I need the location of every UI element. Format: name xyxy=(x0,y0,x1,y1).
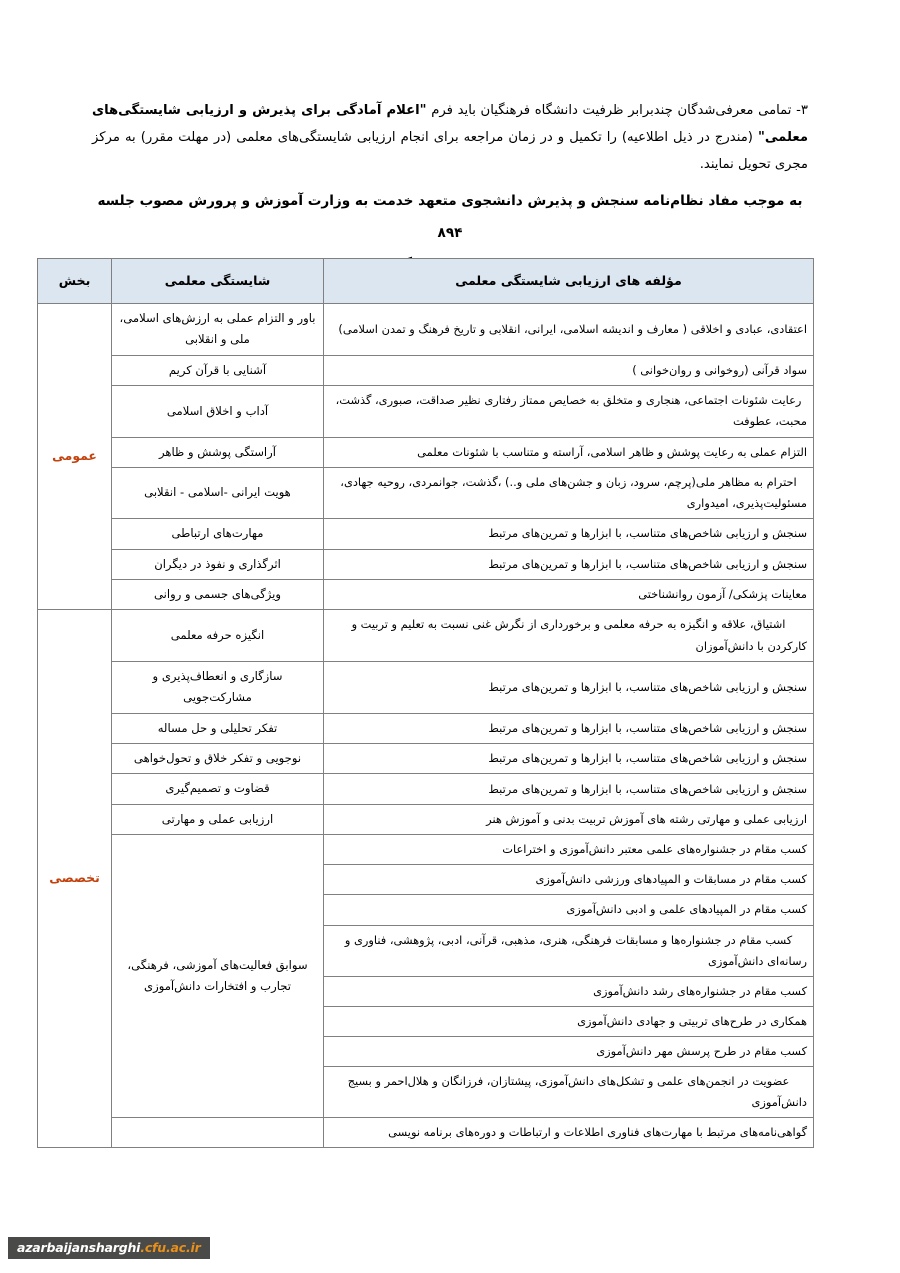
cell-competency: انگیزه حرفه معلمی xyxy=(112,610,324,661)
cell-element: اشتیاق، علاقه و انگیزه به حرفه معلمی و برخورداری از نگرش غنی نسبت به تعلیم و تربیت و کارکردن با دانش‌آموزان xyxy=(324,610,814,661)
cell-element: کسب مقام در جشنواره‌ها و مسابقات فرهنگی، هنری، مذهبی، قرآنی، ادبی، پژوهشی، فناوری و رسانه‌ای دانش‌آموزی xyxy=(324,925,814,976)
cell-element: همکاری در طرح‌های تربیتی و جهادی دانش‌آموزی xyxy=(324,1006,814,1036)
cell-element: رعایت شئونات اجتماعی، هنجاری و متخلق به خصایص ممتاز رفتاری نظیر صداقت، صبوری، گذشت، محبت، عطوفت xyxy=(324,386,814,437)
table-row xyxy=(38,580,814,610)
table-row xyxy=(38,549,814,579)
cell-competency: سوابق فعالیت‌های آموزشی، فرهنگی، تجارب و افتخارات دانش‌آموزی xyxy=(112,835,324,1118)
table-row xyxy=(38,774,814,804)
cell-competency: باور و التزام عملی به ارزش‌های اسلامی، ملی و انقلابی xyxy=(112,304,324,356)
cell-element: کسب مقام در طرح پرسش مهر دانش‌آموزی xyxy=(324,1036,814,1066)
table-row xyxy=(38,386,814,437)
cell-element: احترام به مظاهر ملی(پرچم، سرود، زبان و جشن‌های ملی و..) ،گذشت، جوانمردی، روحیه جهادی، مسئولیت‌پذیری، امیدواری xyxy=(324,467,814,518)
cell-element: کسب مقام در جشنواره‌های رشد دانش‌آموزی xyxy=(324,976,814,1006)
table-row xyxy=(38,467,814,518)
table-row xyxy=(38,661,814,713)
cell-element: اعتقادی، عبادی و اخلاقی ( معارف و اندیشه اسلامی، ایرانی، انقلابی و تاریخ فرهنگ و تمدن اسلامی) xyxy=(324,304,814,356)
cell-competency: تفکر تحلیلی و حل مساله xyxy=(112,713,324,743)
table-row xyxy=(38,743,814,773)
cell-competency: آشنایی با قرآن کریم xyxy=(112,355,324,385)
heading-line-1: به موجب مفاد نظام‌نامه سنجش و پذیرش دانشجوی متعهد خدمت به وزارت آموزش و پرورش مصوب جلسه ۸۹۴ xyxy=(97,193,803,241)
cell-competency: اثرگذاری و نفوذ در دیگران xyxy=(112,549,324,579)
cell-element: سنجش و ارزیابی شاخص‌های متناسب، با ابزارها و تمرین‌های مرتبط xyxy=(324,519,814,549)
competency-matrix-table xyxy=(37,258,814,1148)
cell-element: کسب مقام در مسابقات و المپیادهای ورزشی دانش‌آموزی xyxy=(324,865,814,895)
header-section: بخش xyxy=(38,259,112,304)
table-row xyxy=(38,519,814,549)
cell-competency: ویژگی‌های جسمی و روانی xyxy=(112,580,324,610)
header-elements: مؤلفه های ارزیابی شایستگی معلمی xyxy=(324,259,814,304)
competency-table-container xyxy=(38,258,814,1148)
table-header-row xyxy=(38,259,814,304)
watermark-site-name: azarbaijansharghi xyxy=(17,1240,141,1255)
site-watermark xyxy=(8,1237,210,1259)
cell-element: سنجش و ارزیابی شاخص‌های متناسب، با ابزارها و تمرین‌های مرتبط xyxy=(324,549,814,579)
cell-element: معاینات پزشکی/ آزمون روانشناختی xyxy=(324,580,814,610)
cell-element: سنجش و ارزیابی شاخص‌های متناسب، با ابزارها و تمرین‌های مرتبط xyxy=(324,661,814,713)
cell-element: سنجش و ارزیابی شاخص‌های متناسب، با ابزارها و تمرین‌های مرتبط xyxy=(324,743,814,773)
table-body xyxy=(38,304,814,1148)
table-row xyxy=(38,713,814,743)
cell-competency: آداب و اخلاق اسلامی xyxy=(112,386,324,437)
cell-element: گواهی‌نامه‌های مرتبط با مهارت‌های فناوری اطلاعات و ارتباطات و دوره‌های برنامه نویسی xyxy=(324,1118,814,1148)
cell-element: ارزیابی عملی و مهارتی رشته های آموزش تربیت بدنی و آموزش هنر xyxy=(324,804,814,834)
table-row xyxy=(38,355,814,385)
table-header xyxy=(38,259,814,304)
cell-competency: هویت ایرانی -اسلامی - انقلابی xyxy=(112,467,324,518)
cell-element: کسب مقام در المپیادهای علمی و ادبی دانش‌آموزی xyxy=(324,895,814,925)
cell-section-general: عمومی xyxy=(38,304,112,610)
table-row xyxy=(38,1118,814,1148)
cell-section-specialized: تخصصی xyxy=(38,610,112,1148)
table-row xyxy=(38,610,814,661)
cell-competency: نوجویی و تفکر خلاق و تحول‌خواهی xyxy=(112,743,324,773)
cell-element: سواد قرآنی (روخوانی و روان‌خوانی ) xyxy=(324,355,814,385)
cell-element: کسب مقام در جشنواره‌های علمی معتبر دانش‌آموزی و اختراعات xyxy=(324,835,814,865)
cell-competency: سازگاری و انعطاف‌پذیری و مشارکت‌جویی xyxy=(112,661,324,713)
table-row xyxy=(38,804,814,834)
table-row xyxy=(38,835,814,865)
cell-element: سنجش و ارزیابی شاخص‌های متناسب، با ابزارها و تمرین‌های مرتبط xyxy=(324,774,814,804)
cell-competency: مهارت‌های ارتباطی xyxy=(112,519,324,549)
cell-competency: آراستگی پوشش و ظاهر xyxy=(112,437,324,467)
cell-element: سنجش و ارزیابی شاخص‌های متناسب، با ابزارها و تمرین‌های مرتبط xyxy=(324,713,814,743)
header-competency: شایستگی معلمی xyxy=(112,259,324,304)
watermark-domain: .cfu.ac.ir xyxy=(140,1240,201,1255)
intro-text-part2: (مندرج در ذیل اطلاعیه) را تکمیل و در زمان مراجعه برای انجام ارزیابی شایستگی‌های معلمی (در مهلت مقرر) به مرکز مجری تحویل نمایند. xyxy=(92,130,808,173)
cell-competency xyxy=(112,1118,324,1148)
intro-text-part1: تمامی معرفی‌شدگان چندبرابر ظرفیت دانشگاه فرهنگیان باید فرم xyxy=(426,103,797,119)
cell-competency: قضاوت و تصمیم‌گیری xyxy=(112,774,324,804)
cell-element: عضویت در انجمن‌های علمی و تشکل‌های دانش‌آموزی، پیشتازان، فرزانگان و هلال‌احمر و بسیج دانش‌آموزی xyxy=(324,1067,814,1118)
table-row xyxy=(38,437,814,467)
intro-number: ۳- xyxy=(796,103,808,119)
cell-competency: ارزیابی عملی و مهارتی xyxy=(112,804,324,834)
cell-element: التزام عملی به رعایت پوشش و ظاهر اسلامی، آراسته و متناسب با شئونات معلمی xyxy=(324,437,814,467)
intro-paragraph xyxy=(92,97,808,178)
table-row xyxy=(38,304,814,356)
intro-form-title: "اعلام آمادگی برای پذیرش و ارزیابی شایستگی‌های معلمی" xyxy=(92,103,808,146)
